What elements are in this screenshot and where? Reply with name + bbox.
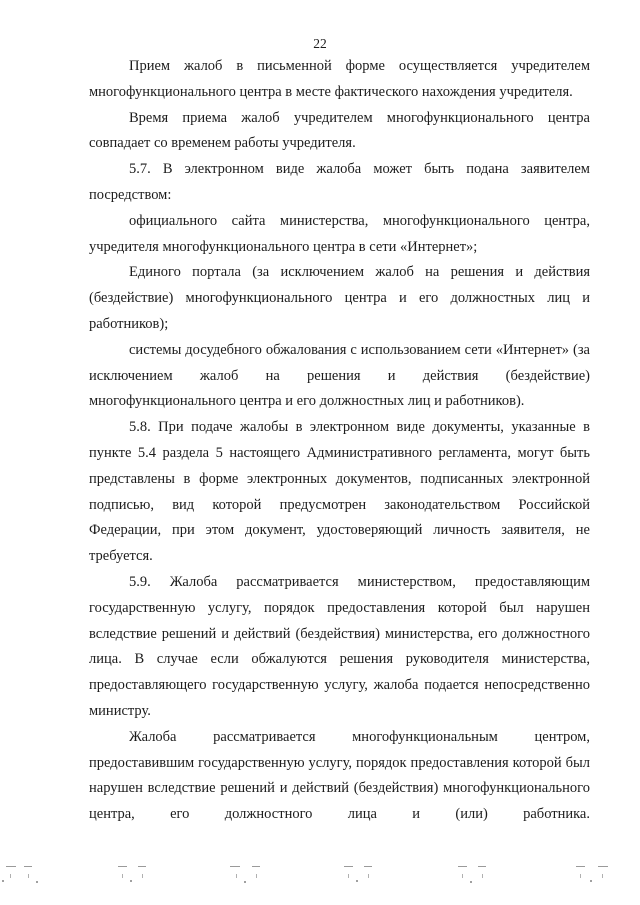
scan-artifacts xyxy=(0,858,640,888)
paragraph-5-8-electronic-documents: 5.8. При подаче жалобы в электронном виде документы, указанные в пункте 5.4 раздела 5 настоящего Административного регламента, могут быть представлены в форме электронных документов, подписанных электронной подписью, вид которой предусмотрен законодательством Российской Федерации, при этом документ, удостоверяющий личность заявителя, не требуется. xyxy=(89,419,590,565)
paragraph-mfc-review: Жалоба рассматривается многофункциональным центром, предоставившим государственную услугу, порядок предоставления которой был нарушен вследствие решений и действий (бездействия) многофункционального центра, его должностного лица и (или) работника. xyxy=(89,728,590,823)
paragraph-reception-time: Время приема жалоб учредителем многофункционального центра совпадает со временем работы учредителя. xyxy=(89,109,590,152)
paragraph-5-9-ministry-review: 5.9. Жалоба рассматривается министерством, предоставляющим государственную услугу, порядок предоставления которой был нарушен вследствие решений и действий (бездействия) министерства, его должностного лица. В случае если обжалуются решения руководителя министерства, предоставляющего государственную услугу, жалоба подается непосредственно министру. xyxy=(89,573,590,719)
document-body xyxy=(89,54,590,828)
page-number: 22 xyxy=(313,36,327,51)
paragraph-5-7-electronic-form: 5.7. В электронном виде жалоба может быть подана заявителем посредством: xyxy=(89,161,590,203)
paragraph-complaint-written-form: Прием жалоб в письменной форме осуществляется учредителем многофункционального центра в месте фактического нахождения учредителя. xyxy=(89,58,590,100)
paragraph-pretrial-appeal-system: системы досудебного обжалования с использованием сети «Интернет» (за исключением жалоб на решения и действия (бездействие) многофункционального центра и его должностных лиц и работников). xyxy=(89,341,590,410)
paragraph-official-site: официального сайта министерства, многофункционального центра, учредителя многофункционального центра в сети «Интернет»; xyxy=(89,212,590,255)
paragraph-unified-portal: Единого портала (за исключением жалоб на решения и действия (бездействие) многофункционального центра и его должностных лиц и работников); xyxy=(89,264,590,332)
